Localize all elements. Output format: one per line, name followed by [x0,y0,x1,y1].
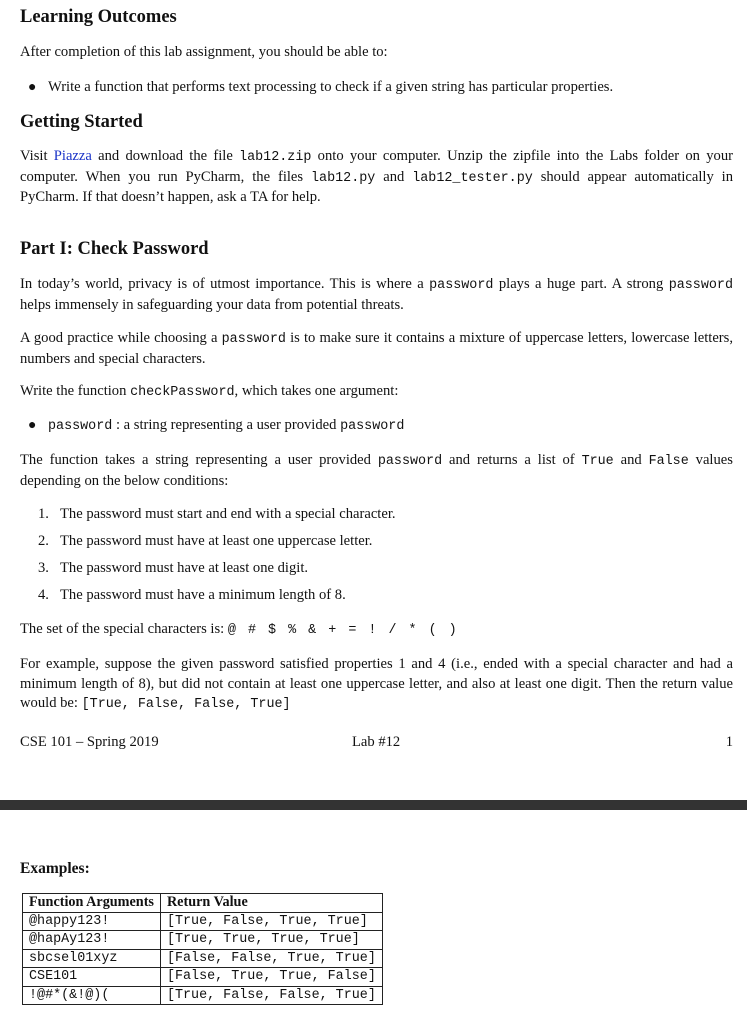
argument-name: password [48,419,113,434]
footer-course: CSE 101 – Spring 2019 [20,734,159,750]
text: and download the file [98,148,233,164]
table-row [23,968,383,987]
column-header-return: Return Value [160,894,382,913]
learning-outcomes-intro: After completion of this lab assignment, you should be able to: [20,44,388,60]
table-cell-return: [True, False, True, True] [160,912,382,931]
text: , which takes one argument: [234,383,399,399]
part1-heading: Part I: Check Password [20,239,209,259]
bullet-icon: ● [28,80,37,95]
text: and [620,452,642,468]
text: For example, suppose the given password satisfied properties 1 and 4 (i.e., ended with a special character and had a minimum length of 8), but did not contain at least one uppercase letter, and also at least one digit. Then the return value would be: [20,656,733,711]
text: plays a huge part. A strong [498,276,664,292]
tester-filename: lab12_tester.py [412,170,533,186]
table-row [23,986,383,1005]
table-cell-return: [False, True, True, False] [160,968,382,987]
part1-example-paragraph [20,655,733,715]
table-row [23,949,383,968]
text: and [383,168,405,185]
password-keyword: password [221,332,286,347]
table-cell-return: [False, False, True, True] [160,949,382,968]
getting-started-paragraph [20,147,733,208]
footer-lab: Lab #12 [352,734,401,750]
list-number: 2. [38,533,49,549]
getting-started-heading: Getting Started [20,112,143,132]
text: and returns a list of [449,452,575,468]
piazza-link[interactable]: Piazza [53,148,92,164]
text: The set of the special characters is: [20,621,225,637]
table-cell-argument: !@#*(&!@)( [23,986,161,1005]
argument-text [48,416,404,437]
condition-text: The password must have at least one uppercase letter. [60,533,373,549]
condition-item [38,532,372,552]
footer-page-number: 1 [725,734,733,750]
table-row [23,931,383,950]
example-return-value: [True, False, False, True] [81,697,291,712]
table-cell-return: [True, False, False, True] [160,986,382,1005]
condition-item [38,559,308,579]
password-keyword: password [377,454,443,469]
table-cell-return: [True, True, True, True] [160,931,382,950]
list-number: 1. [38,506,49,522]
table-cell-argument: @happy123! [23,912,161,931]
special-characters-line [20,620,733,641]
condition-item [38,505,396,525]
text: The function takes a string representing a user provided [20,452,371,468]
part1-paragraph-2 [20,329,733,369]
function-name: checkPassword [130,385,235,400]
password-keyword: password [668,278,733,293]
condition-text: The password must start and end with a special character. [60,506,396,522]
examples-table [22,893,383,1005]
special-characters: @ # $ % & + = ! / * ( ) [227,623,457,638]
list-number: 3. [38,560,49,576]
condition-item [38,586,346,606]
table-cell-argument: @hapAy123! [23,931,161,950]
learning-outcome-text: Write a function that performs text processing to check if a given string has particular properties. [48,79,614,95]
password-keyword: password [429,278,494,293]
learning-outcomes-heading: Learning Outcomes [20,7,177,27]
text: Write the function [20,383,127,399]
text: : a string representing a user provided [115,417,337,433]
table-cell-argument: sbcsel01xyz [23,949,161,968]
page-separator [0,800,747,810]
condition-text: The password must have a minimum length of 8. [60,587,346,603]
text: values depending on the below conditions: [20,452,733,489]
password-keyword: password [340,419,405,434]
text: should appear automatically in PyCharm. If that doesn’t happen, ask a TA for help. [20,168,734,205]
text: is to make sure it contains a mixture of uppercase letters, lowercase letters, numbers and special characters. [20,330,733,367]
false-keyword: False [648,454,689,469]
page-footer [20,733,733,753]
part1-paragraph-3 [20,382,733,403]
py-filename: lab12.py [311,170,376,186]
text: helps immensely in safeguarding your data from potential threats. [20,296,404,313]
part1-paragraph-1 [20,275,733,315]
text: Visit [20,148,48,164]
true-keyword: True [581,454,614,469]
table-cell-argument: CSE101 [23,968,161,987]
condition-text: The password must have at least one digit. [60,560,309,576]
zip-filename: lab12.zip [239,150,312,165]
table-row [23,912,383,931]
list-number: 4. [38,587,49,603]
table-header-row [23,894,383,913]
text: onto your computer. Unzip the zipfile into the Labs folder on your computer. When you run PyCharm, the files [20,148,733,185]
column-header-arguments: Function Arguments [23,894,161,913]
bullet-icon: ● [28,418,37,433]
text: In today’s world, privacy is of utmost importance. This is where a [20,276,424,292]
part1-paragraph-4 [20,451,733,491]
examples-heading: Examples: [20,860,90,877]
text: A good practice while choosing a [20,330,218,346]
